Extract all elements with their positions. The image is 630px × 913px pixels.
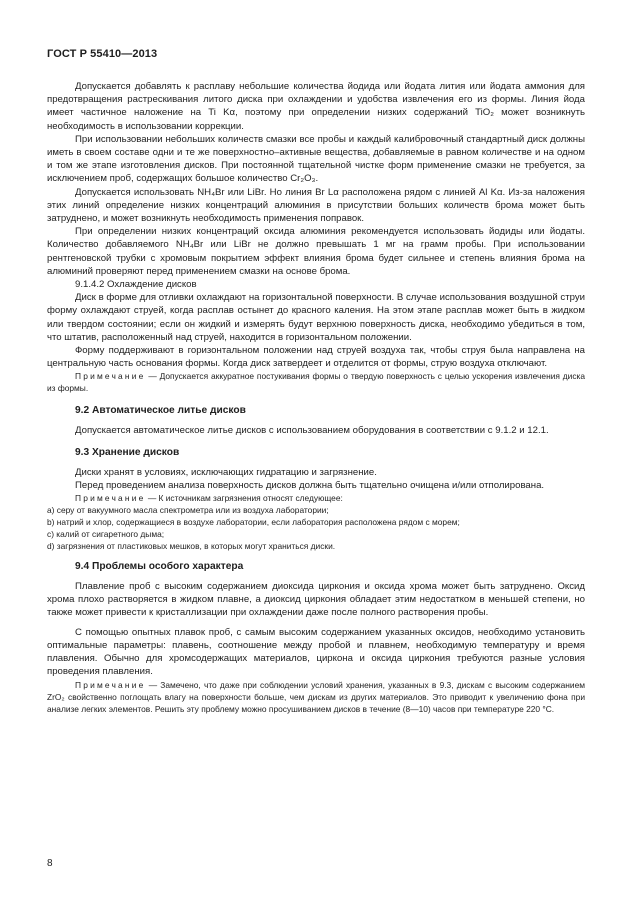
- page-number: 8: [47, 858, 53, 869]
- paragraph: С помощью опытных плавок проб, с самым высоким содержанием указанных оксидов, необходимо установить оптимальные параметры: плавень, соотношение между пробой и плавнем, необходимую температуру и время плавления. Обычно для хромсодержащих материалов, циркона и оксида циркония требуются разные условия проведения плавления.: [47, 626, 585, 678]
- subsection-title: 9.1.4.2 Охлаждение дисков: [75, 279, 197, 291]
- paragraph: Допускается использовать NH₄Br или LiBr. Но линия Br Lα расположена рядом с линией Al Kα. Из-за наложения этих линий определение низких концентраций алюминия в присутствии больших количеств брома может быть затруднено, и может возникнуть необходимость применения поправок.: [47, 186, 585, 225]
- paragraph: При определении низких концентраций оксида алюминия рекомендуется использовать йодиды или йодаты. Количество добавляемого NH₄Br или LiBr не должно превышать 1 мг на грамм пробы. При использовании рентгеновской трубки с хромовым покрытием эффект влияния брома будет сильнее и степень влияния брома на алюминий проверяют перед применением смазки на основе брома.: [47, 226, 585, 277]
- section-heading: 9.2 Автоматическое литье дисков: [75, 405, 246, 417]
- note-text: — Замечено, что даже при соблюдении условий хранения, указанных в 9.3, дискам с высоким содержанием ZrO₂ свойственно поглощать влагу на поверхности больше, чем дискам из других материалов. Это приводит к увеличению фона при анализе легких элементов. Решить эту проблему можно просушиванием дисков в течение (8—10) часов при температуре 220 °C.: [47, 679, 585, 714]
- note-text: — К источникам загрязнения относят следующее:: [147, 493, 343, 504]
- paragraph: Диск в форме для отливки охлаждают на горизонтальной поверхности. В случае использования воздушной струи форму охлаждают струей, когда расплав остынет до красного каления. На этом этапе расплав может быть в жидком или твердом состоянии; если он жидкий и измерять будут верхнюю поверхность диска, необходимо убедиться в том, что штатив, расположенный над струей, находится в горизонтальном положении.: [47, 292, 585, 343]
- paragraph: Форму поддерживают в горизонтальном положении над струей воздуха так, чтобы струя была направлена на центральную часть основания формы. Когда диск затвердеет и отделится от формы, струю воздуха отключают.: [47, 345, 585, 370]
- list-item: с) калий от сигаретного дыма;: [47, 529, 165, 540]
- note-label: Примечание: [75, 493, 146, 504]
- note: [47, 370, 585, 394]
- paragraph: Допускается добавлять к расплаву небольшие количества йодида или йодата лития или йодата аммония для предотвращения растрескивания литого диска при охлаждении и удобства извлечения его из формы. Линия йода имеет частичное наложение на Ti Kα, поэтому при определении низких содержаний TiO₂ может возникнуть необходимость в использовании коррекции.: [47, 81, 585, 132]
- paragraph: При использовании небольших количеств смазки все пробы и каждый калибровочный стандартный диск должны иметь в своем составе одни и те же поверхностно–активные вещества, добавляемые в равном количестве и на одном и том же этапе изготовления дисков. При постоянной тщательной чистке форм применение смазки не требуется, за исключением проб, содержащих большое количество Cr₂O₃.: [47, 133, 585, 185]
- section-heading: 9.4 Проблемы особого характера: [75, 561, 244, 573]
- list-item: b) натрий и хлор, содержащиеся в воздухе лаборатории, если лаборатория расположена рядом с морем;: [47, 517, 460, 528]
- document-body: [47, 80, 585, 715]
- note-label: Примечание: [75, 679, 146, 690]
- list-item: d) загрязнения от пластиковых мешков, в которых могут храниться диски.: [47, 541, 336, 552]
- note: [47, 679, 585, 715]
- paragraph: Диски хранят в условиях, исключающих гидратацию и загрязнение.: [75, 466, 377, 478]
- standard-title: ГОСТ Р 55410—2013: [47, 48, 158, 60]
- note-label: Примечание: [75, 371, 146, 382]
- note-text: — Допускается аккуратное постукивания формы о твердую поверхность с целью ускорения извлечения диска из формы.: [47, 371, 586, 394]
- paragraph: Перед проведением анализа поверхность дисков должна быть тщательно очищена и/или отполирована.: [75, 479, 545, 491]
- list-item: а) серу от вакуумного масла спектрометра или из воздуха лаборатории;: [47, 505, 329, 516]
- paragraph: Допускается автоматическое литье дисков с использованием оборудования в соответствии с 9.1.2 и 12.1.: [75, 425, 549, 437]
- note: [47, 492, 585, 504]
- paragraph: Плавление проб с высоким содержанием диоксида циркония и оксида хрома может быть затруднено. Оксид хрома плохо растворяется в жидком плавне, а диоксид циркония обладает этим недостатком в меньшей степени, но также может привести к кристаллизации при охлаждении даже после полного растворения пробы.: [47, 581, 585, 619]
- section-heading: 9.3 Хранение дисков: [75, 446, 180, 458]
